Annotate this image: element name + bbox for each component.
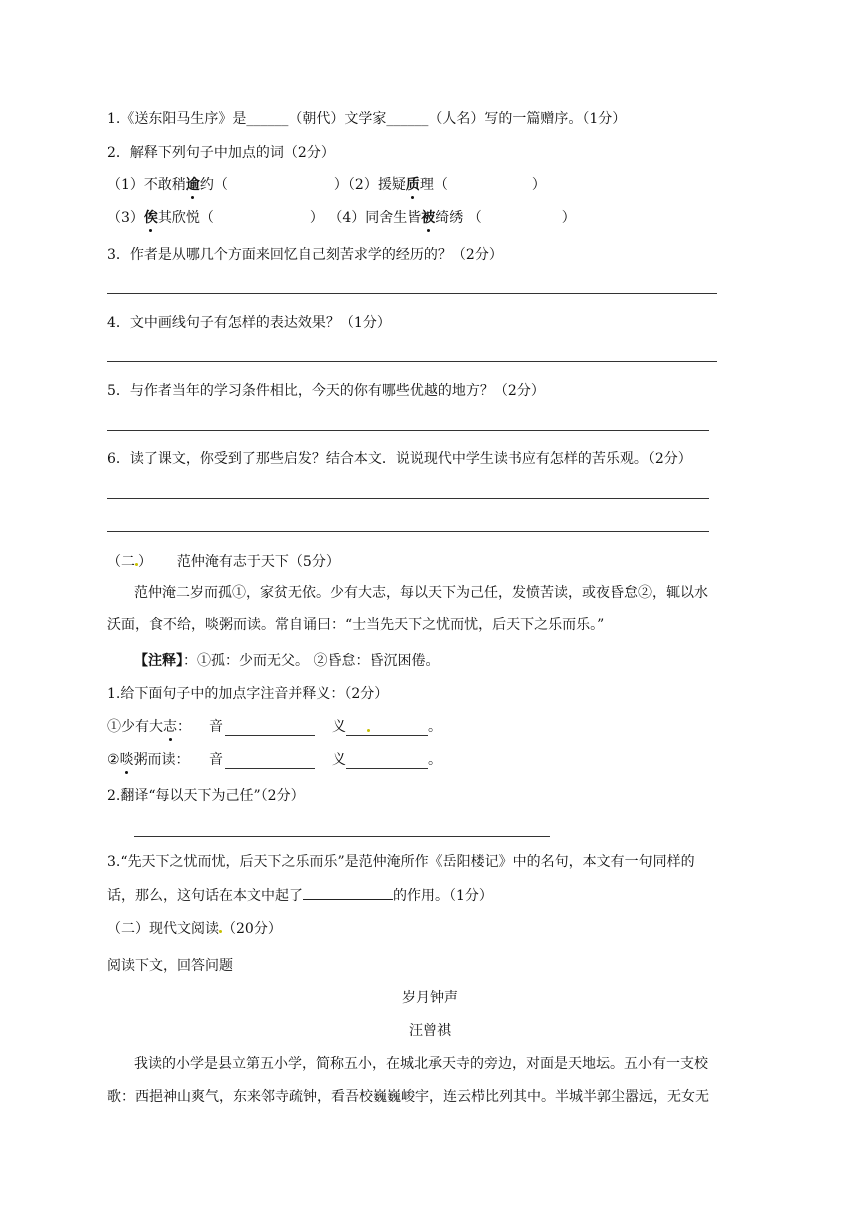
text: 的作用。（1分）: [393, 888, 493, 904]
text: ）（2）援疑: [333, 177, 406, 193]
text: 约（: [199, 177, 228, 193]
answer-line[interactable]: [107, 498, 709, 499]
text: （20分）: [222, 921, 282, 937]
text: ①少有大: [107, 719, 163, 735]
sub-question-3-line-2: [107, 885, 493, 906]
text: （二）现代文阅读: [107, 921, 219, 937]
text: 绮绣 （: [435, 210, 482, 226]
pronunciation-blank[interactable]: [225, 768, 315, 769]
sub-question-1a: [107, 717, 191, 737]
passage-line: 范仲淹二岁而孤①，家贫无依。少有大志，每以天下为己任，发愤苦读，或夜昏怠②，辄以水: [134, 585, 708, 601]
essay-title: 岁月钟声: [402, 990, 458, 1006]
pronunciation-blank[interactable]: [225, 735, 315, 736]
question-4: 4．文中画线句子有怎样的表达效果？（1分）: [107, 315, 391, 331]
answer-line[interactable]: [107, 293, 717, 294]
text: ：: [177, 719, 191, 735]
answer-line[interactable]: [107, 531, 709, 532]
text: ）: [531, 177, 546, 193]
dotted-char: 质: [405, 177, 420, 193]
text: ②: [107, 752, 120, 768]
period: 。: [428, 719, 442, 735]
mark-dot: [367, 729, 370, 732]
answer-line[interactable]: [107, 361, 717, 362]
meaning-blank[interactable]: [346, 735, 428, 736]
text: （3）: [107, 210, 144, 226]
sub-question-1b: [107, 750, 190, 770]
pronunciation-label: 音: [209, 752, 223, 768]
dotted-char: 啖: [119, 752, 134, 768]
text: （二: [107, 554, 135, 570]
text: 粥而读：: [133, 752, 190, 768]
text: ） （4）同舍生皆: [309, 210, 422, 226]
pronunciation-label: 音: [209, 719, 223, 735]
meaning-blank[interactable]: [346, 768, 428, 769]
passage-line: 歌：西挹神山爽气，东来邻寺疏钟，看吾校巍巍峻宇，连云栉比列其中。半城半郭尘嚣远，无女无: [107, 1089, 709, 1105]
meaning-label: 义: [332, 719, 346, 735]
period: 。: [428, 752, 442, 768]
question-5: 5．与作者当年的学习条件相比，今天的你有哪些优越的地方？（2分）: [107, 383, 545, 399]
text: 理（: [419, 177, 448, 193]
note-label: 【注释】: [134, 653, 183, 669]
passage-line: 沃面，食不给，啖粥而读。常自诵曰：“士当先天下之忧而忧，后天下之乐而乐。”: [107, 617, 605, 633]
dotted-char: 被: [421, 210, 436, 226]
question-6: 6．读了课文，你受到了那些启发？结合本文．说说现代中学生读书应有怎样的苦乐观。（2分）: [107, 451, 692, 467]
sub-question-3-line-1: 3.“先天下之忧而忧，后天下之乐而乐”是范仲淹所作《岳阳楼记》中的名句，本文有一句同样的: [107, 854, 695, 870]
reading-instruction: 阅读下文，回答问题: [107, 958, 233, 974]
text: ）: [561, 210, 576, 226]
question-2-row-2: [107, 208, 576, 228]
note-text: ：①孤：少而无父。 ②昏怠：昏沉困倦。: [183, 653, 440, 669]
section-title: 范仲淹有志于天下（5分）: [176, 554, 340, 570]
dotted-char: 俟: [143, 210, 158, 226]
question-3: 3．作者是从哪几个方面来回忆自己刻苦求学的经历的？（2分）: [107, 247, 503, 263]
answer-line[interactable]: [134, 836, 550, 837]
text: 话，那么，这句话在本文中起了: [107, 888, 303, 904]
essay-author: 汪曾祺: [409, 1023, 451, 1039]
section-2-heading: [107, 552, 340, 572]
answer-line[interactable]: [107, 430, 709, 431]
text: （1）不敢稍: [107, 177, 186, 193]
passage-line: 我读的小学是县立第五小学，简称五小，在城北承天寺的旁边，对面是天地坛。五小有一支校: [134, 1056, 708, 1072]
question-2-row-1: [107, 175, 546, 195]
dotted-char: 逾: [185, 177, 200, 193]
sub-question-1: 1.给下面句子中的加点字注音并释义：（2分）: [107, 686, 389, 702]
section-3-heading: [107, 919, 282, 939]
dotted-char: 志: [163, 719, 177, 735]
text: ）: [138, 554, 152, 570]
meaning-label: 义: [332, 752, 346, 768]
text: 其欣悦（: [157, 210, 214, 226]
sub-question-2: 2.翻译“每以天下为己任”（2分）: [107, 788, 305, 804]
answer-blank[interactable]: [303, 885, 393, 900]
question-2-title: 2．解释下列句子中加点的词（2分）: [107, 145, 335, 161]
question-1: 1.《送东阳马生序》是______（朝代）文学家______（人名）写的一篇赠序。（1分）: [107, 111, 627, 127]
note-line: [134, 651, 439, 671]
